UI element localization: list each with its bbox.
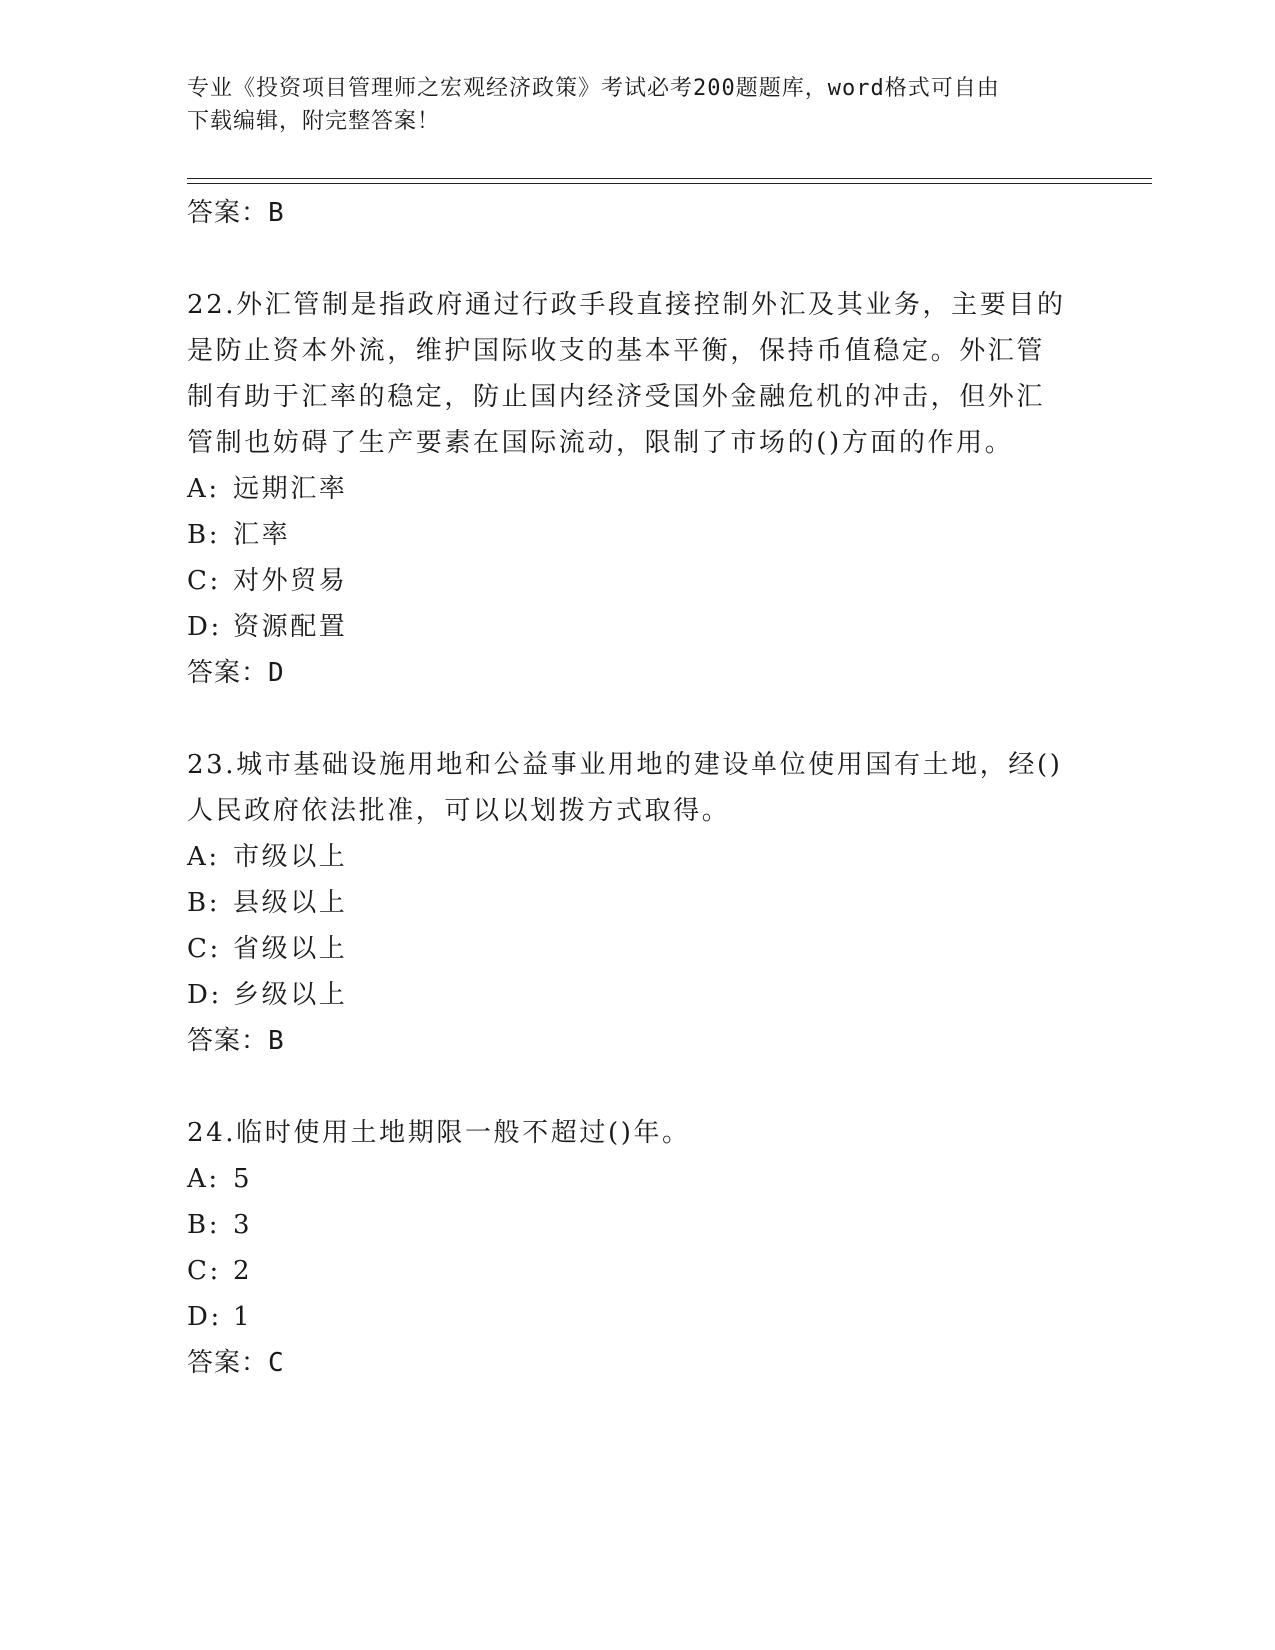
option-letter: B: (187, 1210, 221, 1240)
header-line-1: 专业《投资项目管理师之宏观经济政策》考试必考200题题库，word格式可自由 (187, 76, 1000, 101)
option-c (187, 1248, 1067, 1294)
header-line-2: 下载编辑，附完整答案！ (187, 109, 441, 134)
question-22 (187, 282, 1067, 696)
answer-text: 答案：B (187, 1026, 285, 1056)
answer-text: 答案：D (187, 658, 285, 688)
option-letter: D: (187, 612, 222, 642)
option-d (187, 604, 1067, 650)
header-divider-top (187, 178, 1152, 179)
option-text: 1 (233, 1302, 253, 1332)
option-text: 市级以上 (233, 842, 348, 872)
option-a (187, 834, 1067, 880)
option-text: 2 (233, 1256, 253, 1286)
option-b (187, 512, 1067, 558)
answer-text: 答案：B (187, 198, 285, 228)
question-line: 人民政府依法批准，可以以划拨方式取得。 (187, 796, 731, 826)
option-c (187, 926, 1067, 972)
option-text: 省级以上 (233, 934, 348, 964)
option-text: 5 (233, 1164, 253, 1194)
option-text: 乡级以上 (233, 980, 348, 1010)
option-text: 对外贸易 (233, 566, 348, 596)
option-c (187, 558, 1067, 604)
question-line: 23.城市基础设施用地和公益事业用地的建设单位使用国有土地，经() (187, 750, 1063, 780)
document-header (187, 72, 1067, 138)
option-letter: A: (187, 474, 220, 504)
option-d (187, 1294, 1067, 1340)
option-a (187, 1156, 1067, 1202)
option-b (187, 1202, 1067, 1248)
document-body (187, 190, 1067, 1386)
option-letter: C: (187, 566, 221, 596)
question-line: 24.临时使用土地期限一般不超过()年。 (187, 1118, 691, 1148)
option-letter: B: (187, 888, 221, 918)
option-letter: C: (187, 934, 221, 964)
option-text: 资源配置 (233, 612, 348, 642)
question-line: 管制也妨碍了生产要素在国际流动，限制了市场的()方面的作用。 (187, 428, 1014, 458)
option-letter: B: (187, 520, 221, 550)
option-b (187, 880, 1067, 926)
question-line: 制有助于汇率的稳定，防止国内经济受国外金融危机的冲击，但外汇 (187, 382, 1046, 412)
question-line: 是防止资本外流，维护国际收支的基本平衡，保持币值稳定。外汇管 (187, 336, 1046, 366)
option-text: 汇率 (233, 520, 291, 550)
option-letter: D: (187, 980, 222, 1010)
question-line: 22.外汇管制是指政府通过行政手段直接控制外汇及其业务，主要目的 (187, 290, 1066, 320)
answer-text: 答案：C (187, 1348, 285, 1378)
option-text: 县级以上 (233, 888, 348, 918)
option-text: 3 (233, 1210, 253, 1240)
option-d (187, 972, 1067, 1018)
header-divider-bottom (187, 183, 1152, 184)
option-letter: A: (187, 842, 220, 872)
option-letter: A: (187, 1164, 220, 1194)
option-text: 远期汇率 (233, 474, 348, 504)
option-letter: D: (187, 1302, 222, 1332)
question-24 (187, 1110, 1067, 1386)
option-letter: C: (187, 1256, 221, 1286)
option-a (187, 466, 1067, 512)
question-23 (187, 742, 1067, 1064)
